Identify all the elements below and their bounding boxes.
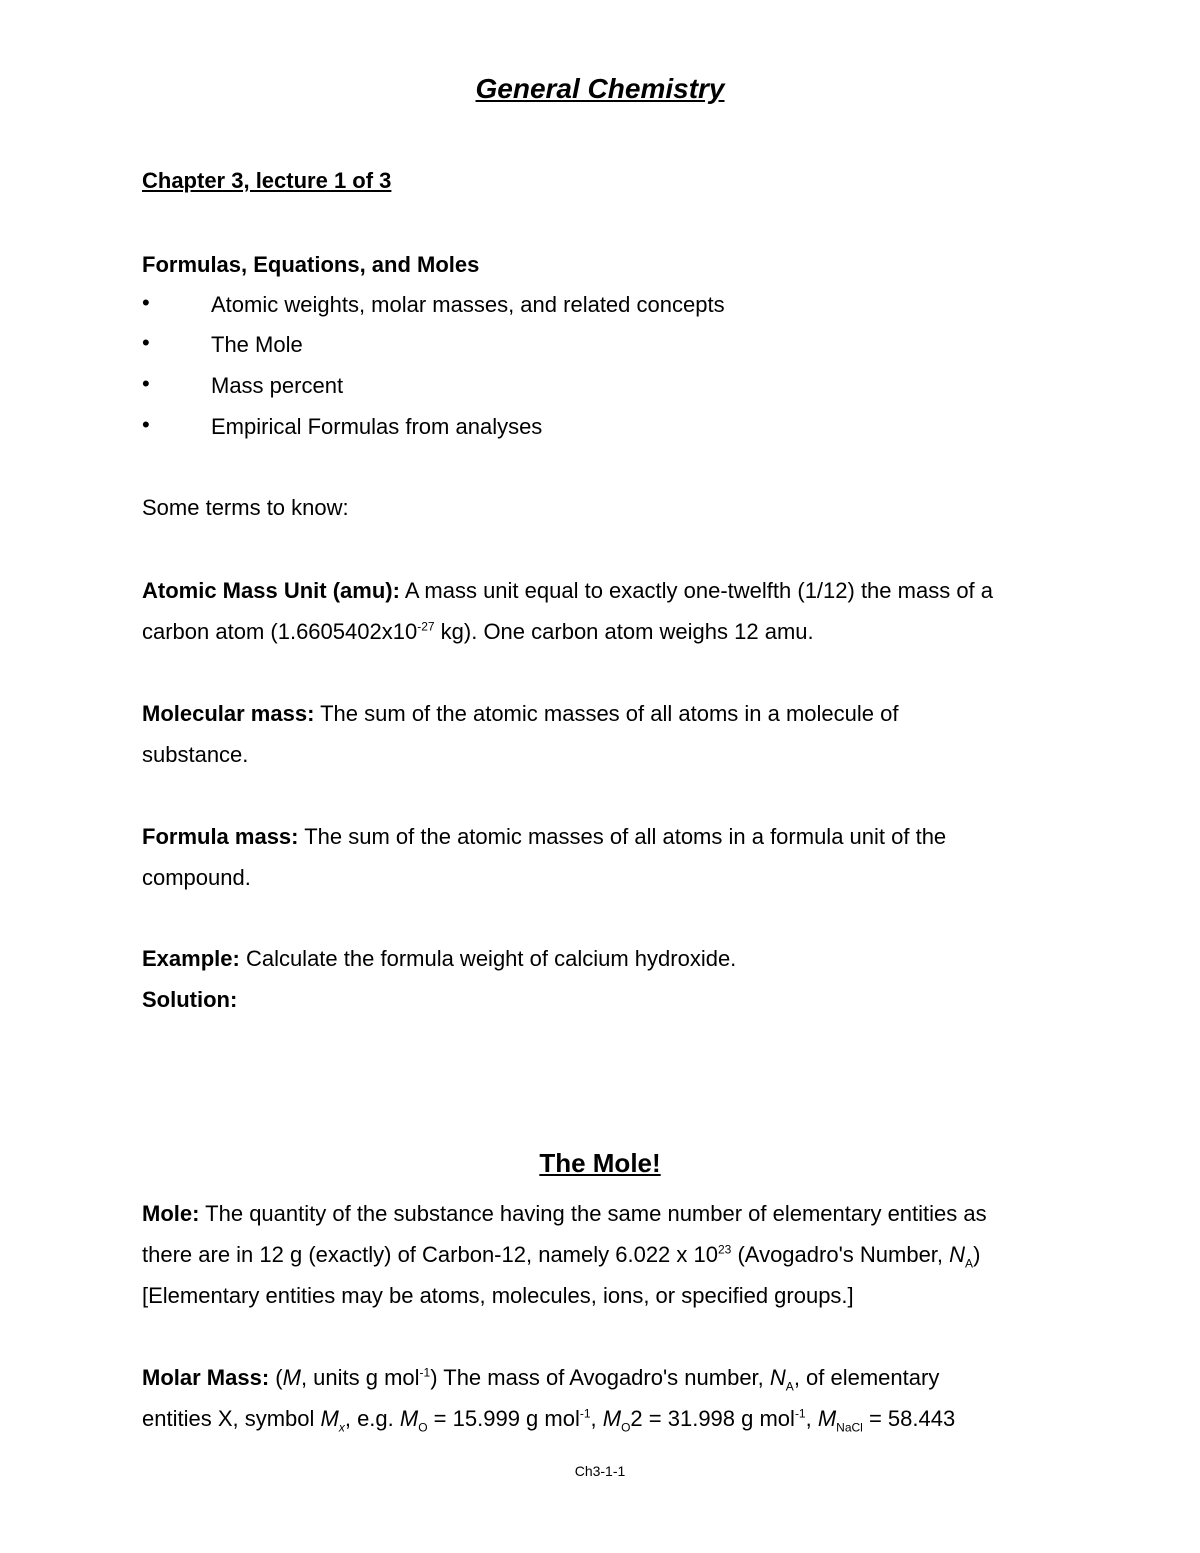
molar-mass-text: 2 = 31.998 g mol: [630, 1406, 795, 1431]
solution-label: Solution:: [142, 987, 238, 1012]
terms-intro: Some terms to know:: [142, 495, 349, 520]
molar-mass-symbol: M: [282, 1365, 301, 1390]
avogadro-subscript: A: [965, 1256, 974, 1271]
bullet-symbol: •: [142, 290, 150, 315]
mole-text-2b: (Avogadro's Number,: [731, 1242, 950, 1267]
molecular-mass-term: Molecular mass:: [142, 701, 315, 726]
symbol-subscript: NaCl: [836, 1420, 863, 1435]
mole-definition-line2: [142, 1240, 980, 1270]
formula-mass-line1: [142, 822, 946, 852]
avogadro-symbol: N: [769, 1365, 786, 1390]
molecular-mass-line1: [142, 699, 898, 729]
symbol-subscript: O: [418, 1420, 428, 1435]
amu-definition-line2: [142, 617, 814, 647]
molar-mass-line2: [142, 1404, 955, 1434]
molar-mass-text: = 58.443: [862, 1406, 956, 1431]
page-footer: Ch3-1-1: [574, 1463, 626, 1479]
bullet-item: Empirical Formulas from analyses: [211, 414, 543, 439]
mole-text-2c: ): [973, 1242, 981, 1267]
formula-mass-line2: compound.: [142, 865, 251, 890]
amu-text-2a: carbon atom (1.6605402x10: [142, 619, 418, 644]
page-title: General Chemistry: [475, 73, 725, 104]
formula-mass-text: The sum of the atomic masses of all atoms in a formula unit of the: [298, 824, 947, 849]
bullet-symbol: •: [142, 330, 150, 355]
molar-mass-term: Molar Mass:: [142, 1365, 270, 1390]
example-label: Example:: [142, 946, 240, 971]
molar-mass-text: entities X, symbol: [142, 1406, 321, 1431]
molecular-mass-line2: substance.: [142, 742, 249, 767]
avogadro-exponent: 23: [718, 1242, 732, 1257]
symbol-subscript: O: [621, 1420, 631, 1435]
mole-term: Mole:: [142, 1201, 200, 1226]
amu-term: Atomic Mass Unit (amu):: [142, 578, 400, 603]
molar-mass-text: , units g mol: [300, 1365, 420, 1390]
molar-mass-symbol: M: [817, 1406, 837, 1431]
molar-mass-text: ,: [590, 1406, 603, 1431]
formula-mass-term: Formula mass:: [142, 824, 299, 849]
amu-text: A mass unit equal to exactly one-twelfth (1/12) the mass of a: [399, 578, 994, 603]
example-text: Calculate the formula weight of calcium hydroxide.: [239, 946, 737, 971]
example-line: [142, 944, 736, 974]
molar-mass-text: ,: [805, 1406, 818, 1431]
molar-mass-text: , of elementary: [793, 1365, 940, 1390]
molar-mass-text: ) The mass of Avogadro's number,: [430, 1365, 770, 1390]
amu-exponent: -27: [417, 619, 435, 634]
bullet-symbol: •: [142, 412, 150, 437]
molar-mass-text: , e.g.: [344, 1406, 400, 1431]
section-heading: Formulas, Equations, and Moles: [142, 252, 480, 277]
amu-text-2b: kg). One carbon atom weighs 12 amu.: [434, 619, 814, 644]
chapter-heading: Chapter 3, lecture 1 of 3: [142, 168, 392, 193]
amu-definition-line1: [142, 576, 993, 606]
molar-mass-symbol: M: [320, 1406, 339, 1431]
mole-section-title: The Mole!: [539, 1148, 661, 1178]
mole-text-2a: there are in 12 g (exactly) of Carbon-12, namely 6.022 x 10: [142, 1242, 718, 1267]
unit-exponent: -1: [794, 1406, 806, 1421]
molar-mass-line1: [142, 1363, 939, 1393]
molar-mass-text: (: [269, 1365, 283, 1390]
molar-mass-symbol: M: [602, 1406, 622, 1431]
bullet-symbol: •: [142, 371, 150, 396]
avogadro-subscript: A: [785, 1379, 794, 1394]
unit-exponent: -1: [419, 1365, 431, 1380]
bullet-item: Atomic weights, molar masses, and related concepts: [211, 292, 725, 317]
mole-definition-line1: [142, 1199, 987, 1229]
molar-mass-text: = 15.999 g mol: [427, 1406, 580, 1431]
molecular-mass-text: The sum of the atomic masses of all atoms in a molecule of: [314, 701, 899, 726]
mole-definition-line3: [Elementary entities may be atoms, molecules, ions, or specified groups.]: [142, 1283, 854, 1308]
bullet-item: Mass percent: [211, 373, 344, 398]
avogadro-symbol: N: [949, 1242, 966, 1267]
molar-mass-symbol: M: [399, 1406, 419, 1431]
symbol-subscript: x: [338, 1420, 345, 1435]
bullet-item: The Mole: [211, 332, 303, 357]
unit-exponent: -1: [579, 1406, 591, 1421]
mole-text: The quantity of the substance having the same number of elementary entities as: [199, 1201, 987, 1226]
